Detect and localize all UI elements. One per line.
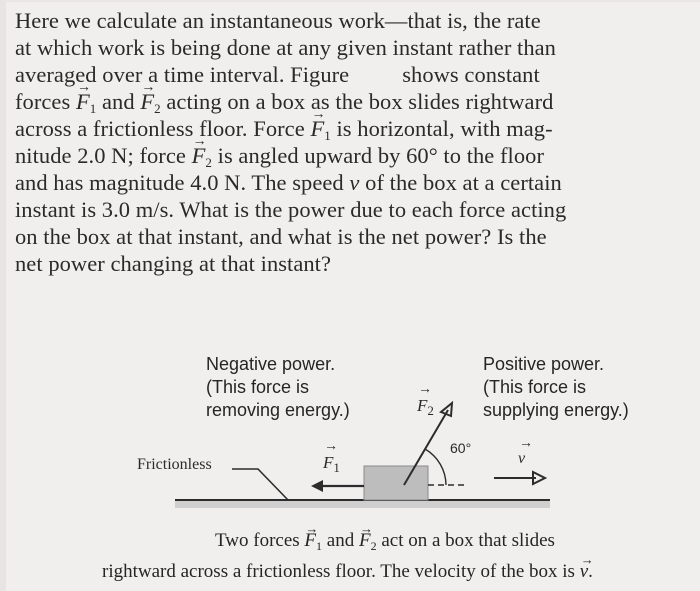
problem-line-2: at which work is being done at any given instant rather than	[15, 35, 556, 60]
force-f1-letter: F	[75, 89, 90, 114]
force-f1-arrowhead	[311, 480, 323, 492]
problem-line-7	[15, 169, 681, 196]
problem-line-7-c: of the box at a certain	[365, 170, 562, 195]
problem-line-4-c: acting on a box as the box slides rightward	[166, 89, 554, 114]
force-f2-subscript-2: 2	[205, 155, 212, 170]
caption-f2-symbol	[359, 528, 377, 559]
caption-f1-subscript: 1	[316, 539, 323, 553]
caption-line-1-b: and	[326, 530, 355, 551]
figure-f2-letter: F	[417, 396, 428, 415]
positive-power-note-2: supplying energy.)	[483, 400, 629, 420]
caption-f2-subscript: 2	[370, 539, 377, 553]
problem-line-8: instant is 3.0 m/s. What is the power due to each force acting	[15, 197, 567, 222]
force-f2-subscript: 2	[154, 101, 161, 116]
caption-line-2	[102, 559, 700, 585]
figure-velocity-letter: v	[518, 450, 526, 467]
caption-line-2-period: .	[588, 561, 593, 582]
figure-velocity-label	[518, 450, 525, 468]
negative-power-label: Negative power.	[206, 354, 336, 374]
force-f1-subscript: 1	[89, 101, 97, 116]
problem-line-4	[15, 88, 681, 115]
problem-line-6	[15, 142, 681, 169]
problem-line-6-a: nitude 2.0 N; force	[15, 143, 186, 168]
problem-line-5-a: across a frictionless floor. Force	[15, 116, 305, 141]
force-f2-arrowhead	[441, 403, 452, 416]
problem-line-5	[15, 115, 681, 142]
caption-velocity-letter: v	[579, 561, 589, 582]
caption-f1-symbol	[304, 528, 322, 559]
problem-text	[15, 7, 681, 277]
negative-power-note-2: removing energy.)	[206, 400, 350, 420]
box	[364, 466, 428, 500]
figure-f1-label	[323, 453, 340, 476]
frictionless-label: Frictionless	[137, 456, 212, 473]
caption-f2-letter: F	[358, 530, 371, 551]
caption-velocity-symbol	[580, 559, 588, 585]
positive-power-label: Positive power.	[483, 354, 605, 374]
caption-line-1	[215, 528, 700, 559]
force-f1-letter-2: F	[310, 116, 325, 141]
figure-f2-subscript: 2	[427, 403, 434, 418]
problem-line-3-end: shows constant	[402, 62, 540, 87]
negative-power-note-1: (This force is	[206, 377, 310, 397]
problem-line-3-start: averaged over a time interval. Figure	[15, 62, 350, 87]
problem-line-9: on the box at that instant, and what is the net power? Is the	[15, 224, 547, 249]
force-f1-subscript-2: 1	[324, 128, 331, 143]
problem-line-4-a: forces	[15, 89, 71, 114]
figure-f1-letter: F	[323, 453, 334, 472]
caption-line-1-c: act on a box that slides	[381, 530, 555, 551]
figure-f2-label	[417, 396, 434, 419]
problem-line-7-a: and has magnitude 4.0 N. The speed	[15, 170, 344, 195]
floor	[175, 500, 550, 508]
positive-power-note-1: (This force is	[483, 377, 587, 397]
force-f2-letter-2: F	[191, 143, 206, 168]
problem-line-10: net power changing at that instant?	[15, 251, 332, 276]
problem-line-3	[15, 61, 681, 88]
figure-f1-subscript: 1	[333, 460, 340, 475]
figure-caption	[0, 528, 700, 585]
caption-line-2-a: rightward across a frictionless floor. The velocity of the box is	[102, 561, 575, 582]
frictionless-leader	[232, 469, 288, 500]
problem-line-5-b: is horizontal, with mag-	[336, 116, 553, 141]
speed-v-symbol: v	[349, 170, 360, 195]
angle-label: 60°	[450, 440, 472, 456]
caption-f1-letter: F	[304, 530, 317, 551]
force-f2-letter: F	[140, 89, 155, 114]
problem-line-4-b: and	[102, 89, 135, 114]
problem-line-1: Here we calculate an instantaneous work—that is, the rate	[15, 8, 541, 33]
caption-line-1-a: Two forces	[215, 530, 300, 551]
force-figure	[0, 320, 700, 520]
problem-line-6-b: is angled upward by 60° to the floor	[217, 143, 544, 168]
figure-drawing	[0, 320, 700, 520]
